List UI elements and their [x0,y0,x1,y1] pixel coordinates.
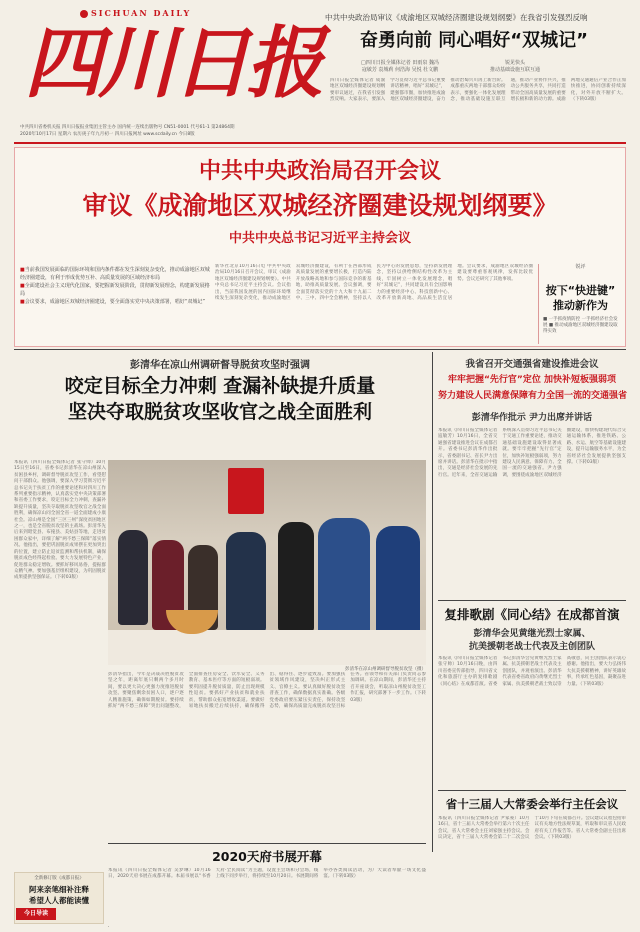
right-story-1-title-2: 努力建设人民满意保障有力全国一流的交通强省 [438,391,628,401]
lead-photo [108,460,426,665]
bottom-center-title: 2020天府书展开幕 [212,849,322,864]
right-story-2-sub-2: 抗美援朝老战士代表及主创团队 [468,642,595,652]
bottom-left-panel-2 [60,906,104,924]
bottom-left-item-1-line-1: 阿来亲笔细补注释 [29,885,89,894]
divider-right-2 [438,790,626,791]
photo-person [226,532,266,632]
sidebar-subtitle: 推动新作为 [553,299,608,312]
sidebar-title: 按下“快进键” [545,284,616,297]
lead-title-2: 审议《成渝地区双城经济圈建设规划纲要》 [82,191,558,220]
divider-lead [14,349,626,350]
lead-bullets [20,266,210,306]
today-guide-label: 今日导读 [16,908,56,920]
side-title: 锐见快头 [504,60,525,66]
right-story-1-body: 本报讯（四川日报全媒体记者 寇敏芳）10月16日，全省交通强省建设推进会议在成都召开。省委书记彭清华作出批示，省委副书记、省长尹力出席并讲话。彭清华在批示中指出，交通是经济社会发展的先行官。近年来，全省交通运输系统深入贯彻习近平总书记关于交通工作重要论述，推动交通基础设施建设取得显著成就。要牢牢把握“先行官”定位，加快补短板强弱项，努力建设人民满意、保障有力、全国一流的交通强省。尹力强调，要围绕成渝地区双城经济圈建设，加快构建现代综合交通运输体系，推进铁路、公路、水运、航空等基础设施建设，提升运输服务水平，为全省经济社会发展提供坚强支撑。（下转03版） [438,428,626,478]
photo-person [376,526,420,636]
right-story-2-body: 本报讯（四川日报全媒体记者 张守帅）10月16日晚，由四川省委宣传部指导，四川省文化和旅游厅主办的复排歌剧《同心结》在成都首演。省委书记彭清华会见黄继光烈士家属、抗美援朝老战士代表及主创团队，并观看演出。彭清华代表省委省政府向黄继光烈士家属、抗美援朝老战士致以崇高敬意，向主创团队表示衷心感谢。他指出，要大力弘扬伟大抗美援朝精神，讲好英雄故事，传承红色基因，凝聚奋进力量。（下转03版） [438,656,626,687]
divider-bottom [108,843,426,844]
left-story-title-1: 咬定目标全力冲刺 查漏补缺提升质量 [64,375,376,397]
masthead-meta-2: 2020年10月17日 星期六 农历庚子年九月初一 四川日报网址 www.scdaily.cn 今日8版 [20,132,195,137]
bottom-left-grain-box [110,1,111,2]
right-story-1-sub: 彭清华作批示 尹力出席并讲话 [471,413,593,423]
masthead-rule [14,142,626,144]
lead-bullet-2: ■全面建设社会主义现代化国家，要把握新发展阶段，贯彻新发展理念，构建新发展格局 [20,283,210,297]
lead-bullet-3: ■会议要求，成渝地区双城经济圈建设，要全面落实党中央决策部署，唱好“双城记” [20,299,205,305]
bottom-left-item-3-head [108,926,109,927]
left-story-title-2: 坚决夺取脱贫攻坚收官之战全面胜利 [67,401,372,423]
photo-wall-poster [228,468,264,514]
top-right-kicker: 中共中央政治局审议《成渝地区双城经济圈建设规划纲要》在我省引发强烈反响 [325,13,588,22]
photo-person [318,518,370,638]
top-right-side [480,60,550,74]
right-story-2-title: 复排歌剧《同心结》在成都首演 [444,607,620,622]
top-right-headline: 奋勇向前 同心唱好“双城记” [360,30,588,51]
right-story-3-body: 本报讯（四川日报全媒体记者 尹家豪）10月16日，省十三届人大常委会举行第六十次主任会议，省人大常委会主任刘家强主持会议。会议决定，省十三届人大常委会第二十二次会议于10月下旬在成都召开。会议建议议程包括审议有关地方性法规草案，听取和审议省人民政府有关工作报告等。省人大常委会副主任出席会议。（下转03版） [438,816,626,841]
photo-caption: 彭清华在凉山州调研督导脱贫攻坚（摄） [345,667,426,672]
lead-bullet-1: ■当前我国发展面临的国际环境和国内条件都在发生深刻复杂变化，推动成渝地区双城经济圈建设，有利于形成优势互补、高质量发展的区域经济布局 [20,267,210,281]
top-right-byline [330,60,470,74]
divider-right-1 [438,600,626,601]
bottom-center-body: 本报讯（四川日报全媒体记者 吴梦琳）10月16日，2020天府书展在成都开幕。本届书展以“书香天府·全民阅读”为主题，设置主会场和分会场，线上线下同步举行，将持续至10月20日。书展期间将举办各类阅读活动，为广大读者奉献一场文化盛宴。（下转03版） [108,868,426,880]
divider-vertical [432,352,433,852]
right-story-1-kicker: 我省召开交通强省建设推进会议 [465,359,599,370]
masthead-meta-1: 中共四川省委机关报 四川日报报业集团主管主办 国内统一连续出版物号 CN51-0001 代号61-1 第24864期 [20,125,235,130]
photo-person [278,522,314,632]
left-story-body-b: 彭清华指出，今年是决战决胜脱贫攻坚之年，距离年底只剩两个多月时间，要以更大决心更强力度推进脱贫攻坚。要聚焦剩余贫困人口，逐户逐人精准施策，确保如期脱贫。要持续抓好“两不愁三保障”突出问题整改，全面排查住房安全、饮水安全、义务教育、基本医疗等方面的短板弱项。要巩固提升脱贫质量，防止出现规模性返贫。要抓好产业扶贫和就业扶贫，帮助群众拓宽增收渠道。要做好易地扶贫搬迁后续扶持，确保搬得出、稳得住、逐步能致富。要加强扶贫领域作风建设，坚决纠正形式主义、官僚主义。要认真做好脱贫攻坚普查工作，确保数据真实准确。各级党委政府要压紧压实责任，保持攻坚态势，确保高质量完成脱贫攻坚目标任务。省领导和有关部门负责同志参加调研。在凉山期间，彭清华还主持召开座谈会，听取凉山州脱贫攻坚工作汇报，研究部署下一步工作。（下转03版） [108,672,426,710]
sidebar-label: 锐评 [575,264,586,270]
masthead-english: SICHUAN DAILY [80,8,191,18]
byline-line-2: 寇敏芳 袁城莉 何浩海 吴悦 杜文鹏 [361,67,439,73]
right-story-3-title: 省十三届人大常委会举行主任会议 [445,797,619,811]
lead-body: 新华社北京10月16日电 中共中央政治局10月16日召开会议，审议《成渝地区双城经济圈建设规划纲要》。中共中央总书记习近平主持会议。会议指出，当前我国发展的国内国际环境继续发生深刻复杂变化，推动成渝地区双城经济圈建设，有利于在西部形成高质量发展的重要增长极，打造内陆开放战略高地和参与国际竞争的新基地，助推高质量发展。会议强调，要全面贯彻落实党的十九大和十九届二中、三中、四中全会精神，坚持以人民为中心的发展思想，坚持新发展理念，坚持以供给侧结构性改革为主线，牢固树立一体化发展理念，唱好“双城记”，共同建设具有全国影响力的重要经济中心、科技创新中心、改革开放新高地、高品质生活宜居地。会议要求，成渝地区双城经济圈建设要尊重客观规律，发挥比较优势。会议还研究了其他事项。 [215,264,533,302]
sidebar-text: ■ 一手抓疫情防控 一手抓经济社会发展 ■ 推动成渝地区双城经济圈建设取得实效 [543,317,618,334]
bottom-left-grain [60,904,61,905]
lead-sidebar [538,264,622,344]
right-story-2-sub-1: 彭清华会见黄继光烈士家属、 [473,629,591,639]
lead-title-1: 中共中央政治局召开会议 [198,159,441,184]
photo-table [108,630,426,665]
bottom-left-item-1-title: 全新修订版《成都日报》 [34,876,84,881]
emblem-icon [80,10,88,18]
bottom-left-item-1-line-2: 希望人人都能读懂 [29,896,89,905]
masthead-title: 四川日报 [24,18,321,109]
photo-person [118,530,148,625]
side-sub: 推动基础设施互联互通 [489,67,540,73]
right-story-1-title-1: 牢牢把握“先行官”定位 加快补短板强弱项 [448,375,616,385]
byline-line-1: □四川日报全媒体记者 田雨泉 魏冯 [361,60,439,66]
lead-subtitle: 中共中央总书记习近平主持会议 [228,231,411,246]
left-story-body-a: 本报讯（四川日报全媒体记者 张守帅）10月15日至16日，省委书记彭清华在凉山州深入贫困县乡村，调研督导脱贫攻坚工作，看望慰问干部群众。他强调，要深入学习贯彻习近平总书记关于扶贫工作的重要论述和对四川工作系列重要指示精神，认真落实党中央决策部署和省委工作要求，咬定目标全力冲刺，查漏补缺提升质量，坚决夺取脱贫攻坚收官之战全面胜利，确保凉山同全国全省一道全面建成小康社会。凉山州是全国“三区三州”深度贫困地区之一，也是全省脱贫攻坚的主战场。彭清华先后来到昭觉县、布拖县、美姑县等地，走进贫困群众家中，详细了解“两不愁三保障”落实情况。他指出，要把巩固脱贫成果摆在更加突出的位置，建立防止返贫监测和帮扶机制，确保脱贫成色经得起检验。要大力发展特色产业，促进群众稳定增收。要抓好移风易俗，提振群众精气神。要加强基层组织建设，为巩固脱贫成果提供坚强保证。（下转03版） [14,460,106,581]
left-story-kicker: 彭清华在凉山州调研督导脱贫攻坚时强调 [130,360,310,371]
top-right-body: 四川日报全媒体记者 成渝地区双城经济圈建设规划纲要审议通过，在我省引发强烈反响。大家表示，要深入学习贯彻习近平总书记重要讲话精神，唱好“双城记”，建强都市圈，加快推进成渝地区双城经济圈建设，奋力推动治蜀兴川再上新台阶。成都重庆两地干部群众纷纷表示，要强化一体化发展理念，推动基础设施互联互通，推动产业协作共兴，推动公共服务共享，共同打造带动全国高质量发展的重要增长极和新的动力源。成渝两地交通通信产业合作正加快推进，协同创新持续深化，对外开放不断扩大。（下转03版） [330,78,626,103]
